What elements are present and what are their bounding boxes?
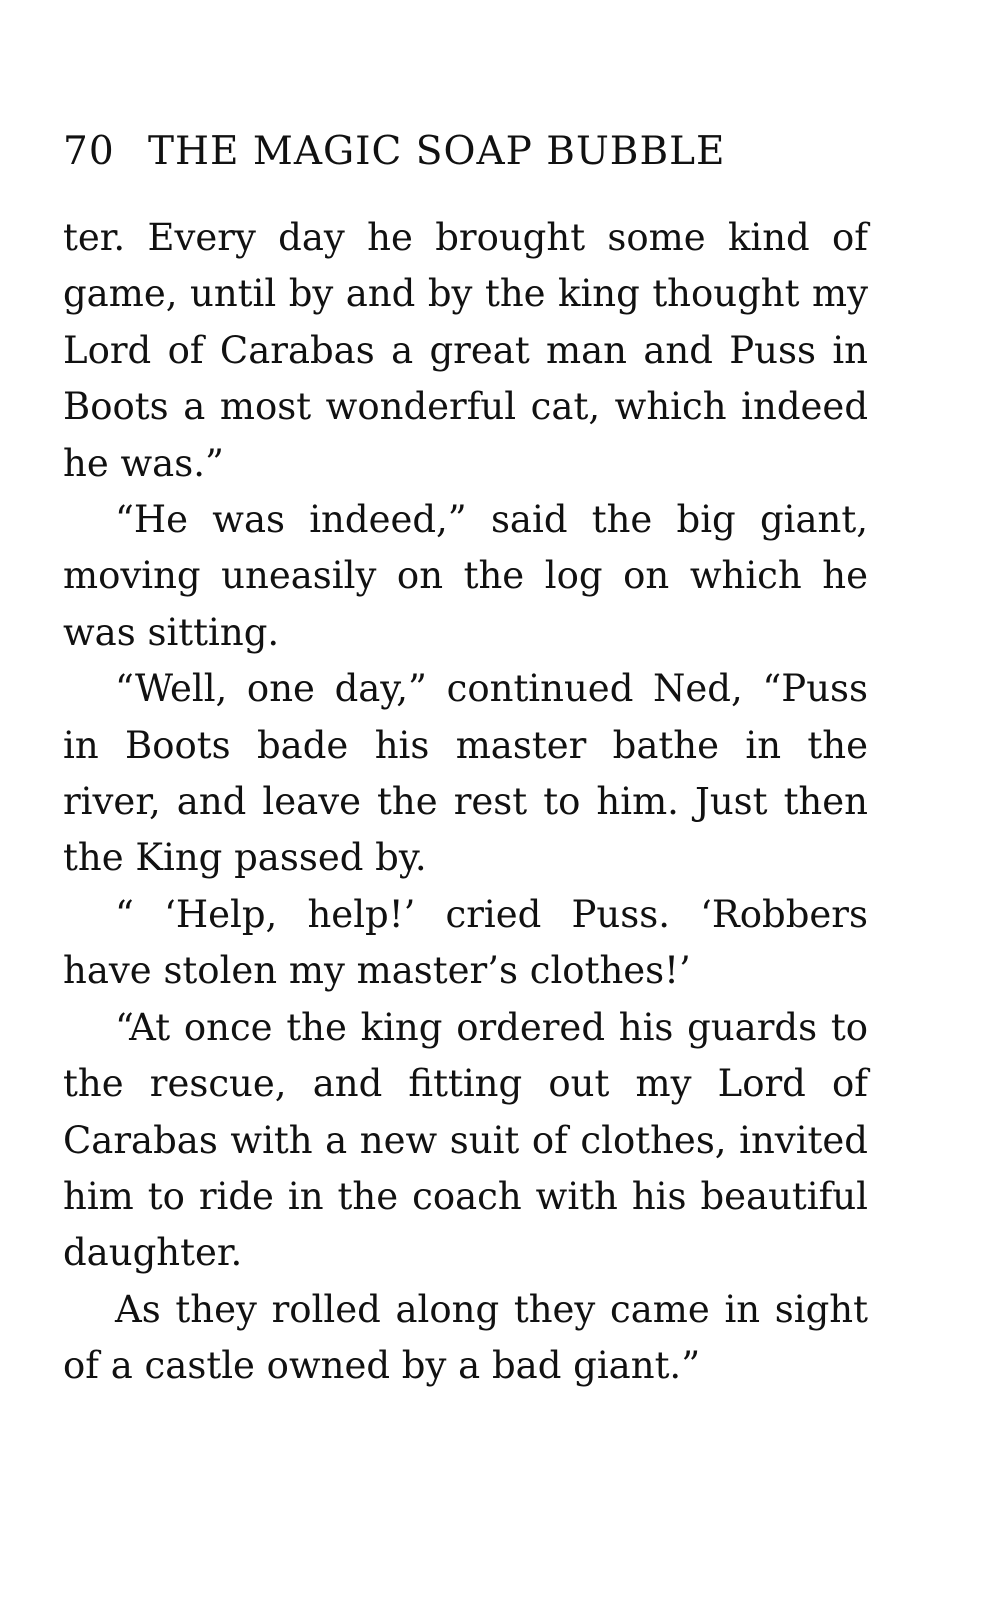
paragraph-puss-cries: “ ‘Help, help!’ cried Puss. ‘Robbers have stolen my master’s clothes!’ xyxy=(63,892,868,993)
paragraph-ned-continues: “Well, one day,” continued Ned, “Puss in Boots bade his master bathe in the river, and leave the rest to him. Just then the King passed by. xyxy=(63,667,868,880)
paragraph-continuation: ter. Every day he brought some kind of game, until by and by the king thought my Lord of Carabas a great man and Puss in Boots a most wonderful cat, which indeed he was.” xyxy=(63,216,868,485)
paragraph-giant-reply: “He was indeed,” said the big giant, moving uneasily on the log on which he was sitting. xyxy=(63,498,868,654)
running-title: THE MAGIC SOAP BUBBLE xyxy=(148,129,726,174)
page-number: 70 xyxy=(63,129,115,174)
paragraph-king-orders: “At once the king ordered his guards to the rescue, and fitting out my Lord of Carabas with a new suit of clothes, invited him to ride in the coach with his beautiful daughter. xyxy=(63,1005,868,1275)
body-text xyxy=(63,210,868,1395)
running-head xyxy=(63,128,726,176)
paragraph-castle-sight: As they rolled along they came in sight of a castle owned by a bad giant.” xyxy=(63,1287,868,1388)
